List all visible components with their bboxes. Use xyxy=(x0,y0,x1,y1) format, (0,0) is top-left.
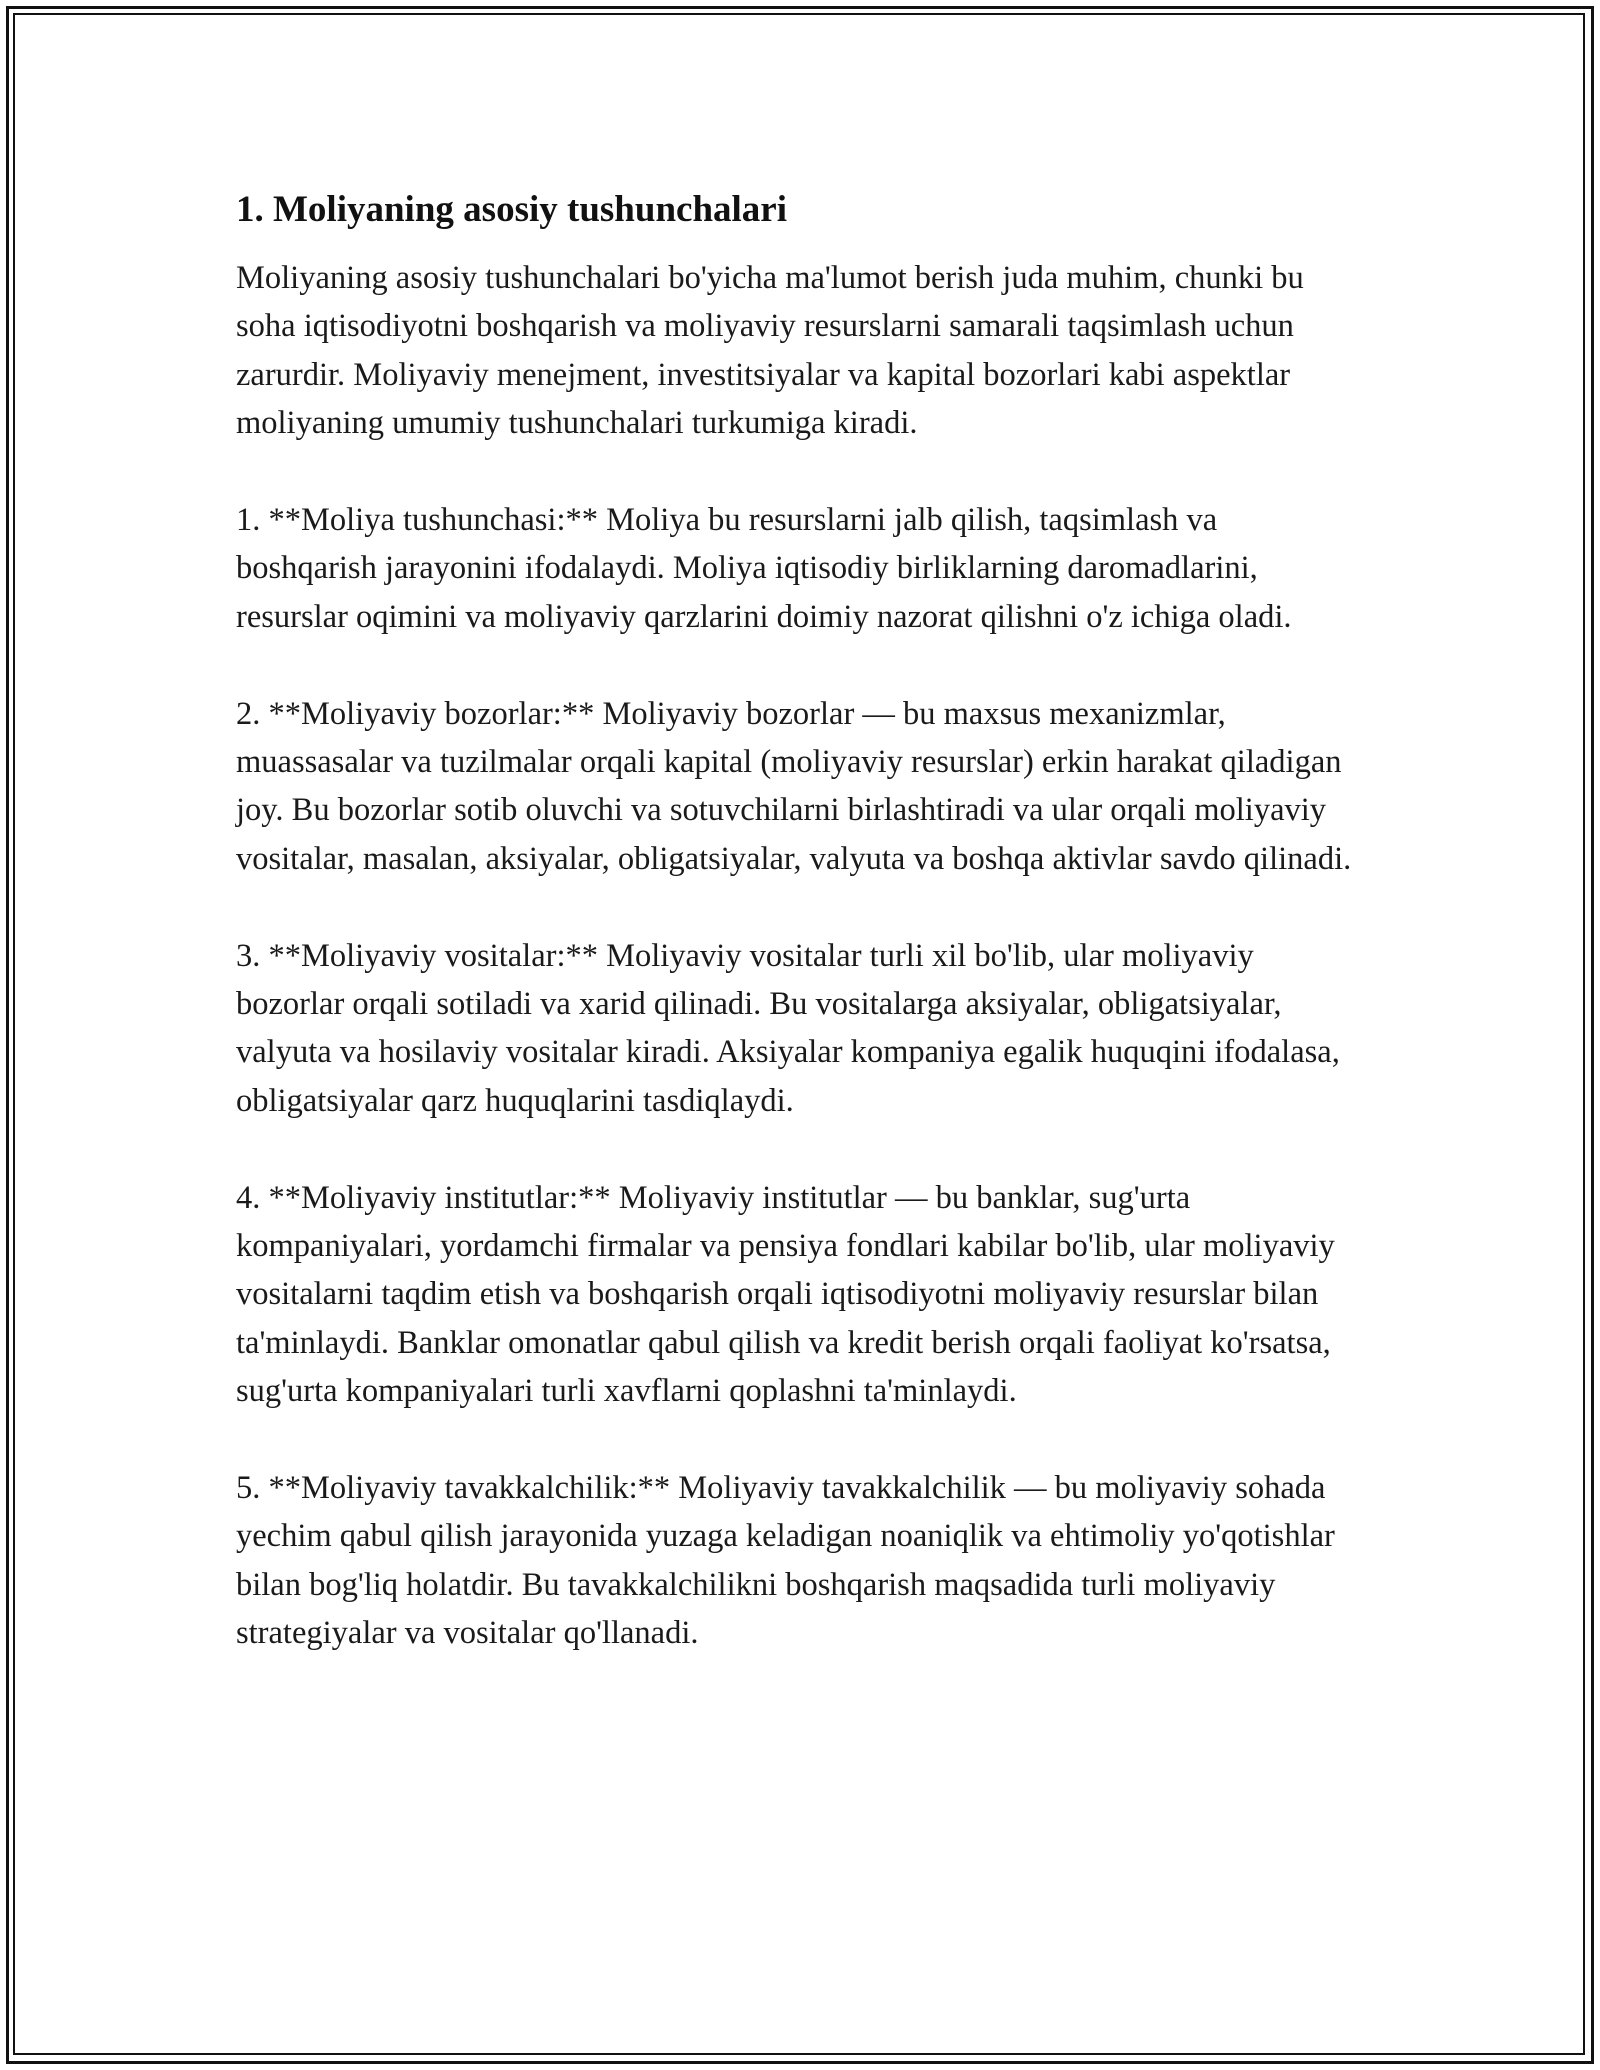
document-body xyxy=(236,186,1366,1706)
list-item-financial-risk: 5. **Moliyaviy tavakkalchilik:** Moliyaviy tavakkalchilik — bu moliyaviy sohada yechim qabul qilish jarayonida yuzaga keladigan noaniqlik va ehtimoliy yo'qotishlar bilan bog'liq holatdir. Bu tavakkalchilikni boshqarish maqsadida turli moliyaviy strategiyalar va vositalar qo'llanadi. xyxy=(236,1470,1335,1652)
list-item-finance-concept: 1. **Moliya tushunchasi:** Moliya bu resurslarni jalb qilish, taqsimlash va boshqarish jarayonini ifodalaydi. Moliya iqtisodiy birliklarning daromadlarini, resurslar oqimini va moliyaviy qarzlarini doimiy nazorat qilishni o'z ichiga oladi. xyxy=(236,502,1292,635)
list-item-financial-instruments: 3. **Moliyaviy vositalar:** Moliyaviy vositalar turli xil bo'lib, ular moliyaviy bozorlar orqali sotiladi va xarid qilinadi. Bu vositalarga aksiyalar, obligatsiyalar, valyuta va hosilaviy vositalar kiradi. Aksiyalar kompaniya egalik huquqini ifodalasa, obligatsiyalar qarz huquqlarini tasdiqlaydi. xyxy=(236,937,1340,1119)
intro-paragraph: Moliyaning asosiy tushunchalari bo'yicha ma'lumot berish juda muhim, chunki bu soha iqtisodiyotni boshqarish va moliyaviy resurslarni samarali taqsimlash uchun zarurdir. Moliyaviy menejment, investitsiyalar va kapital bozorlari kabi aspektlar moliyaning umumiy tushunchalari turkumiga kiradi. xyxy=(236,260,1304,442)
list-item-financial-markets: 2. **Moliyaviy bozorlar:** Moliyaviy bozorlar — bu maxsus mexanizmlar, muassasalar va tuzilmalar orqali kapital (moliyaviy resurslar) erkin harakat qiladigan joy. Bu bozorlar sotib oluvchi va sotuvchilarni birlashtiradi va ular orqali moliyaviy vositalar, masalan, aksiyalar, obligatsiyalar, valyuta va boshqa aktivlar savdo qilinadi. xyxy=(236,695,1352,877)
list-item-financial-institutions: 4. **Moliyaviy institutlar:** Moliyaviy institutlar — bu banklar, sug'urta kompaniyalari, yordamchi firmalar va pensiya fondlari kabilar bo'lib, ular moliyaviy vositalarni taqdim etish va boshqarish orqali iqtisodiyotni moliyaviy resurslar bilan ta'minlaydi. Banklar omonatlar qabul qilish va kredit berish orqali faoliyat ko'rsatsa, sug'urta kompaniyalari turli xavflarni qoplashni ta'minlaydi. xyxy=(236,1179,1335,1410)
section-heading: 1. Moliyaning asosiy tushunchalari xyxy=(236,189,788,230)
